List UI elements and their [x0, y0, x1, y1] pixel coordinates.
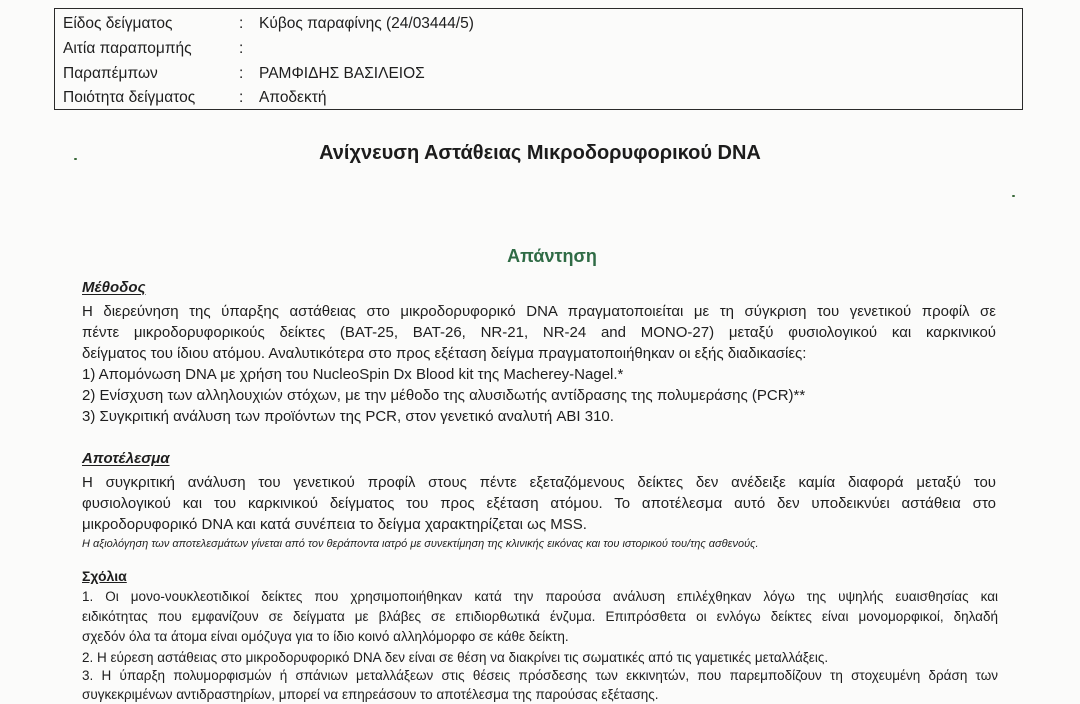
info-colon: : — [239, 15, 244, 32]
method-line: δείγματος του ίδιου ατόμου. Αναλυτικότερα στο προς εξέταση δείγμα πραγματοποιήθηκαν οι εξής διαδικασίες: — [82, 345, 807, 362]
info-colon: : — [239, 40, 244, 57]
document-title: Ανίχνευση Αστάθειας Μικροδορυφορικού DNA — [319, 142, 761, 164]
method-line: Η διερεύνηση της ύπαρξης αστάθειας στο μικροδορυφορικό DNA πραγματοποιείται με τη σύγκριση του γενετικού προφίλ σε — [82, 303, 996, 320]
info-label: Ποιότητα δείγματος — [63, 89, 196, 106]
note-line: 3. Η ύπαρξη πολυμορφισμών ή σπάνιων μεταλλάξεων στις θέσεις πρόσδεσης των εκκινητών, που παρεμποδίζουν τη στοχευμένη δράση των — [82, 668, 998, 683]
info-colon: : — [239, 65, 244, 82]
sample-info-box — [54, 8, 1023, 110]
info-label: Αιτία παραπομπής — [63, 40, 192, 57]
method-line: πέντε μικροδορυφορικούς δείκτες (BAT-25, BAT-26, NR-21, NR-24 and MONO-27) μεταξύ φυσιολογικού και καρκινικού — [82, 324, 996, 341]
result-heading: Αποτέλεσμα — [82, 450, 170, 467]
info-value: ΡΑΜΦΙΔΗΣ ΒΑΣΙΛΕΙΟΣ — [259, 65, 425, 82]
result-line: φυσιολογικού και του καρκινικού δείγματος του προς εξέταση ατόμου. Το αποτέλεσμα αυτό δεν υποδεικνύει αστάθεια στο — [82, 495, 996, 512]
result-line: Η συγκριτική ανάλυση του γενετικού προφίλ στους πέντε εξεταζόμενους δείκτες δεν ανέδειξε καμία διαφορά μεταξύ του — [82, 474, 996, 491]
method-heading: Μέθοδος — [82, 279, 146, 296]
note-line: ειδικότητας που εμφανίζουν σε δείγματα με βλάβες σε επιδιορθωτικά ένζυμα. Επιπρόσθετα οι ενλόγω δείκτες είναι μονομορφικοί, δηλαδή — [82, 609, 998, 624]
notes-heading: Σχόλια — [82, 568, 127, 584]
note-line: 2. Η εύρεση αστάθειας στο μικροδορυφορικό DNA δεν είναι σε θέση να διακρίνει τις σωματικές από τις γαμετικές μεταλλάξεις. — [82, 650, 829, 665]
method-step: 3) Συγκριτική ανάλυση των προϊόντων της PCR, στον γενετικό αναλυτή ABI 310. — [82, 408, 614, 425]
result-disclaimer: Η αξιολόγηση των αποτελεσμάτων γίνεται από τον θεράποντα ιατρό με συνεκτίμηση της κλινικής εικόνας και του ιστορικού του/της ασθενούς. — [82, 538, 759, 550]
scan-speck — [1012, 195, 1015, 197]
answer-heading: Απάντηση — [507, 246, 597, 266]
info-colon: : — [239, 89, 244, 106]
method-step: 2) Ενίσχυση των αλληλουχιών στόχων, με την μέθοδο της αλυσιδωτής αντίδρασης της πολυμεράσης (PCR)** — [82, 387, 806, 404]
info-label: Παραπέμπων — [63, 65, 158, 82]
note-line: σχεδόν όλα τα άτομα είναι ομόζυγα για το ίδιο κοινό αλληλόμορφο σε κάθε δείκτη. — [82, 629, 569, 644]
info-value: Αποδεκτή — [259, 89, 327, 106]
note-line: 1. Οι μονο-νουκλεοτιδικοί δείκτες που χρησιμοποιήθηκαν κατά την παρούσα ανάλυση επιλέχθηκαν λόγω της υψηλής ευαισθησίας και — [82, 589, 998, 604]
info-value: Κύβος παραφίνης (24/03444/5) — [259, 15, 474, 32]
result-line: μικροδορυφορικό DNA και κατά συνέπεια το δείγμα χαρακτηρίζεται ως MSS. — [82, 516, 587, 533]
note-line: συγκεκριμένων αντιδραστηρίων, μπορεί να επηρεάσουν το αποτέλεσμα της παρούσας εξέτασης. — [82, 687, 659, 702]
method-step: 1) Απομόνωση DNA με χρήση του NucleoSpin Dx Blood kit της Macherey-Nagel.* — [82, 366, 624, 383]
info-label: Είδος δείγματος — [63, 15, 173, 32]
